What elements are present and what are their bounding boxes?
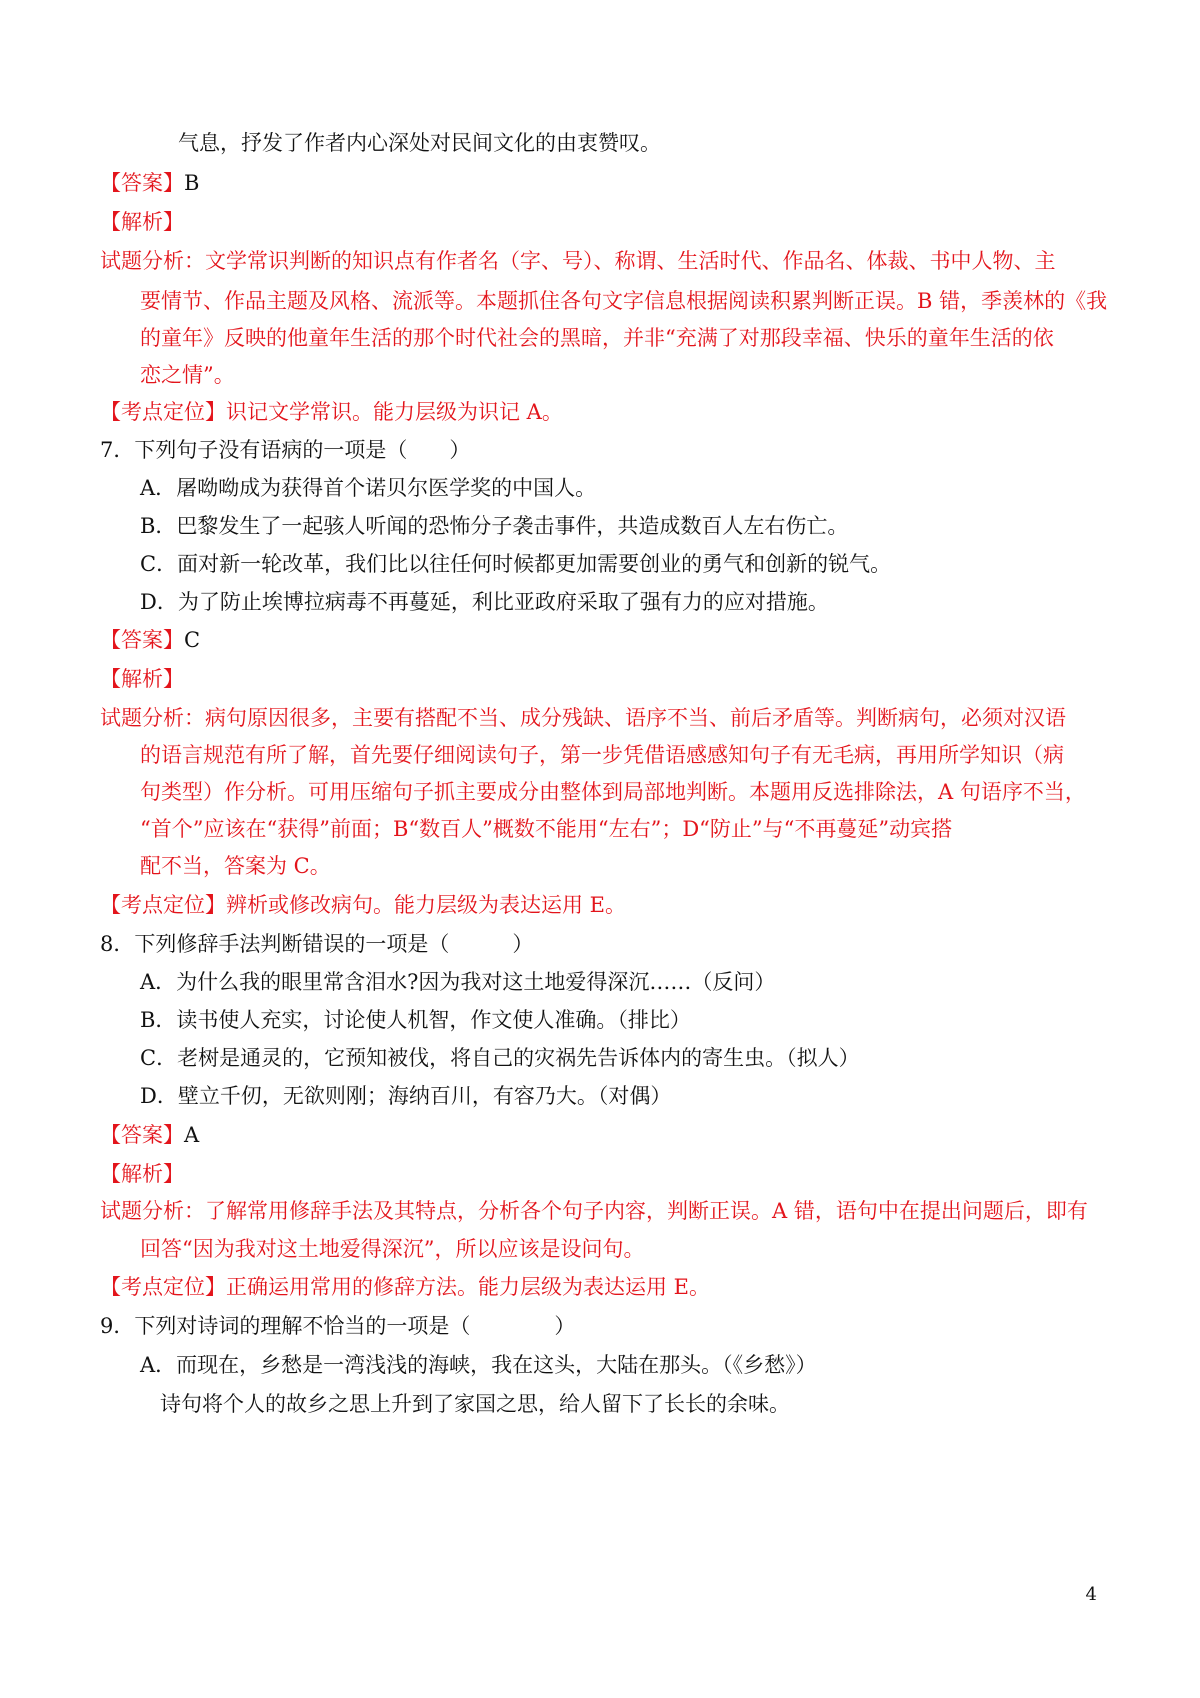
q7-option-d: D．为了防止埃博拉病毒不再蔓延，利比亚政府采取了强有力的应对措施。 [140, 590, 829, 614]
q6-answer [100, 168, 199, 198]
intro-line: 气息，抒发了作者内心深处对民间文化的由衷赞叹。 [178, 131, 661, 155]
q7-option-c: C．面对新一轮改革，我们比以往任何时候都更加需要创业的勇气和创新的锐气。 [140, 552, 892, 576]
answer-tag: 【答案】 [100, 1123, 184, 1147]
kaodian-tag: 【考点定位】 [100, 400, 226, 424]
kaodian-tag: 【考点定位】 [100, 893, 226, 917]
q6-analysis-tag: 【解析】 [100, 210, 184, 234]
q7-analysis-line: 句类型）作分析。可用压缩句子抓主要成分由整体到局部地判断。本题用反选排除法，A 句语序不当， [140, 780, 1086, 804]
q7-analysis-line: “首个”应该在“获得”前面；B“数百人”概数不能用“左右”；D“防止”与“不再蔓延”动宾搭 [140, 817, 953, 841]
q6-analysis-line: 恋之情”。 [140, 363, 235, 387]
kaodian-text: 识记文学常识。能力层级为识记 A。 [226, 400, 563, 424]
q7-analysis-tag: 【解析】 [100, 667, 184, 691]
answer-tag: 【答案】 [100, 171, 184, 195]
q8-option-c: C．老树是通灵的，它预知被伐，将自己的灾祸先告诉体内的寄生虫。（拟人） [140, 1046, 860, 1070]
q7-answer [100, 625, 200, 655]
answer-value: C [184, 628, 201, 652]
kaodian-tag: 【考点定位】 [100, 1275, 226, 1299]
q8-answer [100, 1120, 199, 1150]
q9-stem: 9．下列对诗词的理解不恰当的一项是（ ） [100, 1314, 576, 1338]
q7-analysis-line: 试题分析：病句原因很多，主要有搭配不当、成分残缺、语序不当、前后矛盾等。判断病句，必须对汉语 [100, 706, 1066, 730]
q7-stem: 7．下列句子没有语病的一项是（ ） [100, 438, 471, 462]
q8-option-a: A．为什么我的眼里常含泪水?因为我对这土地爱得深沉……（反问） [140, 970, 776, 994]
q7-option-b: B．巴黎发生了一起骇人听闻的恐怖分子袭击事件，共造成数百人左右伤亡。 [140, 514, 849, 538]
q8-analysis-line: 回答“因为我对这土地爱得深沉”，所以应该是设问句。 [140, 1237, 645, 1261]
q8-option-d: D．壁立千仞，无欲则刚；海纳百川，有容乃大。（对偶） [140, 1084, 672, 1108]
q8-kaodian [100, 1272, 710, 1302]
answer-value: B [184, 171, 200, 195]
q6-analysis-line: 的童年》反映的他童年生活的那个时代社会的黑暗，并非“充满了对那段幸福、快乐的童年生活的依 [140, 326, 1054, 350]
q9-option-a-note: 诗句将个人的故乡之思上升到了家国之思，给人留下了长长的余味。 [160, 1392, 790, 1416]
answer-tag: 【答案】 [100, 628, 184, 652]
answer-value: A [184, 1123, 200, 1147]
q6-analysis-line: 试题分析：文学常识判断的知识点有作者名（字、号）、称谓、生活时代、作品名、体裁、书中人物、主 [100, 249, 1056, 273]
kaodian-text: 辨析或修改病句。能力层级为表达运用 E。 [226, 893, 627, 917]
q9-option-a: A．而现在，乡愁是一湾浅浅的海峡，我在这头，大陆在那头。（《乡愁》） [140, 1353, 817, 1377]
q7-option-a: A．屠呦呦成为获得首个诺贝尔医学奖的中国人。 [140, 476, 597, 500]
q7-analysis-line: 的语言规范有所了解，首先要仔细阅读句子，第一步凭借语感感知句子有无毛病，再用所学知识（病 [140, 743, 1064, 767]
q8-analysis-line: 试题分析：了解常用修辞手法及其特点，分析各个句子内容，判断正误。A 错，语句中在提出问题后，即有 [100, 1199, 1088, 1223]
q6-kaodian [100, 397, 563, 427]
kaodian-text: 正确运用常用的修辞方法。能力层级为表达运用 E。 [226, 1275, 711, 1299]
page-number: 4 [1085, 1584, 1097, 1605]
q8-option-b: B．读书使人充实，讨论使人机智，作文使人准确。（排比） [140, 1008, 691, 1032]
q8-stem: 8．下列修辞手法判断错误的一项是（ ） [100, 932, 534, 956]
q7-analysis-line: 配不当，答案为 C。 [140, 854, 331, 878]
q8-analysis-tag: 【解析】 [100, 1162, 184, 1186]
q7-kaodian [100, 890, 626, 920]
q6-analysis-line: 要情节、作品主题及风格、流派等。本题抓住各句文字信息根据阅读积累判断正误。B 错，季羡林的《我 [140, 289, 1108, 313]
